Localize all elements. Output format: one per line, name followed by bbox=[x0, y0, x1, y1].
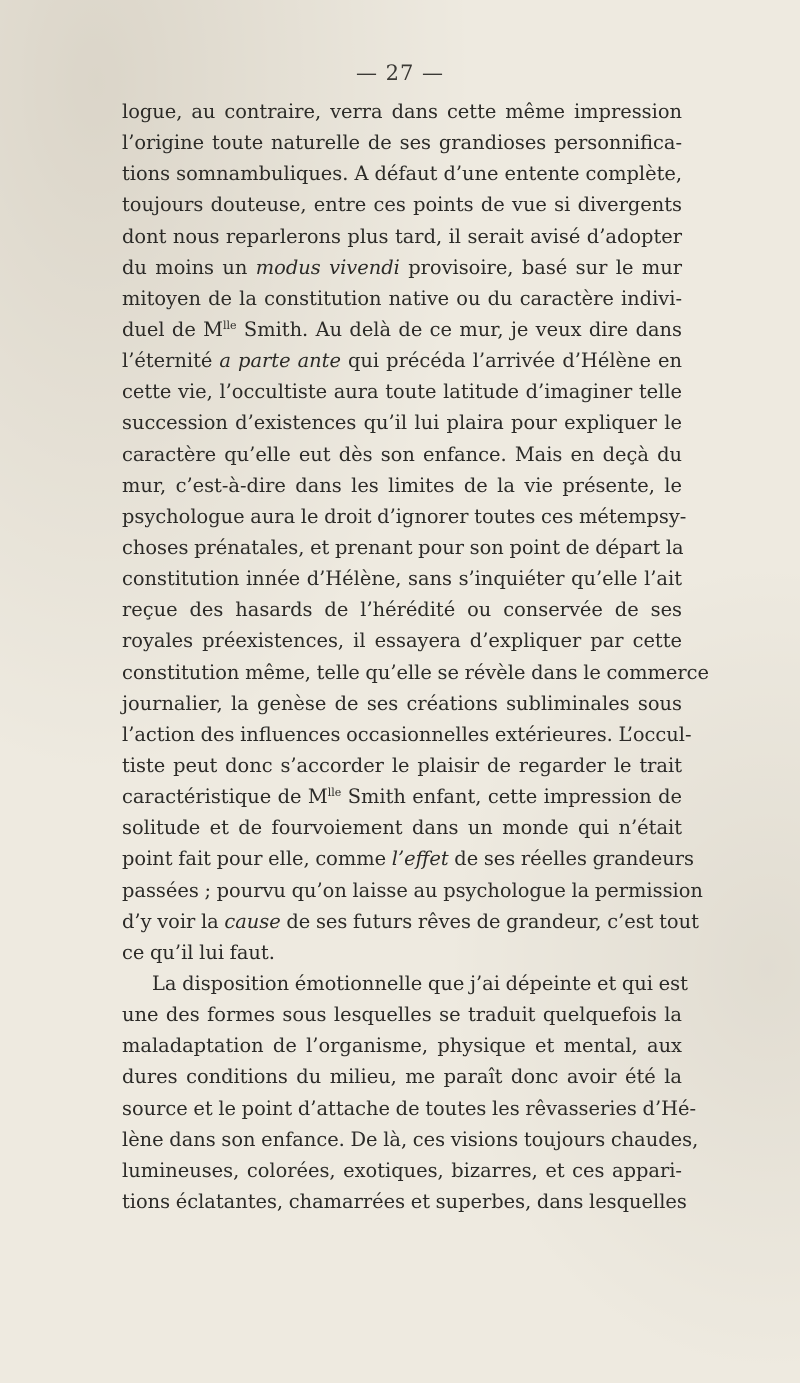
text-line bbox=[122, 937, 682, 968]
text-line bbox=[122, 376, 682, 407]
text-line bbox=[122, 1186, 687, 1217]
text-segment: lumineuses, colorées, exotiques, bizarres, et ces appari- bbox=[122, 1158, 682, 1182]
text-line bbox=[122, 563, 682, 594]
text-line bbox=[122, 657, 709, 688]
text-segment: choses prénatales, et prenant pour son point de départ la bbox=[122, 535, 684, 559]
text-segment: lène dans son enfance. De là, ces visions toujours chaudes, bbox=[122, 1127, 699, 1151]
text-segment: constitution même, telle qu’elle se révèle dans le commerce bbox=[122, 660, 709, 684]
text-line bbox=[122, 781, 682, 812]
text-segment: reçue des hasards de l’hérédité ou conservée de ses bbox=[122, 598, 682, 622]
text-segment: l’action des influences occasionnelles extérieures. L’occul- bbox=[122, 722, 692, 746]
text-line bbox=[122, 314, 682, 345]
text-segment: toujours douteuse, entre ces points de vue si divergents bbox=[122, 193, 682, 217]
text-segment: provisoire, basé sur le mur bbox=[399, 255, 683, 279]
text-segment: tiste peut donc s’accorder le plaisir de regarder le trait bbox=[122, 753, 682, 777]
text-segment: de ses réelles grandeurs bbox=[448, 847, 694, 871]
italic-text: cause bbox=[224, 909, 281, 933]
text-segment: passées ; pourvu qu’on laisse au psychologue la permission bbox=[122, 878, 703, 902]
text-line bbox=[122, 594, 682, 625]
text-line bbox=[122, 252, 682, 283]
text-segment: dont nous reparlerons plus tard, il serait avisé d’adopter bbox=[122, 224, 682, 248]
text-line bbox=[122, 968, 688, 999]
text-segment: l’éternité bbox=[122, 349, 220, 373]
text-segment: solitude et de fourvoiement dans un monde qui n’était bbox=[122, 816, 682, 840]
text-segment: tions éclatantes, chamarrées et superbes, dans lesquelles bbox=[122, 1189, 687, 1213]
text-segment: mur, c’est-à-dire dans les limites de la vie présente, le bbox=[122, 473, 682, 497]
text-segment: dures conditions du milieu, me paraît donc avoir été la bbox=[122, 1065, 682, 1089]
text-line bbox=[122, 625, 682, 656]
text-line bbox=[122, 470, 682, 501]
text-line bbox=[122, 221, 682, 252]
text-segment: Smith enfant, cette impression de bbox=[341, 785, 682, 809]
text-line bbox=[122, 1124, 699, 1155]
italic-text: l’ bbox=[391, 847, 405, 871]
text-line bbox=[122, 96, 682, 127]
text-segment: caractéristique de M bbox=[122, 785, 328, 809]
italic-text: a parte ante bbox=[219, 349, 341, 373]
superscript-text: lle bbox=[223, 318, 237, 332]
text-line bbox=[122, 501, 687, 532]
text-segment: une des formes sous lesquelles se traduit quelquefois la bbox=[122, 1003, 682, 1027]
text-segment: d’y voir la bbox=[122, 909, 225, 933]
text-line bbox=[122, 127, 682, 158]
text-segment: l’origine toute naturelle de ses grandioses personnifica- bbox=[122, 131, 682, 155]
text-segment: tions somnambuliques. A défaut d’une entente complète, bbox=[122, 162, 682, 186]
text-segment: constitution innée d’Hélène, sans s’inquiéter qu’elle l’ait bbox=[122, 567, 682, 591]
text-line bbox=[122, 999, 682, 1030]
text-line bbox=[122, 1061, 682, 1092]
text-segment: qui précéda l’arrivée d’Hélène en bbox=[340, 349, 682, 373]
text-line bbox=[122, 1093, 697, 1124]
page-number: — 27 — bbox=[355, 61, 445, 85]
text-segment: du moins un bbox=[122, 255, 256, 279]
text-segment: duel de M bbox=[122, 317, 224, 341]
text-segment: maladaptation de l’organisme, physique et mental, aux bbox=[122, 1034, 682, 1058]
text-line bbox=[122, 283, 682, 314]
text-segment: source et le point d’attache de toutes les rêvasseries d’Hé- bbox=[122, 1096, 697, 1120]
text-segment: cette vie, l’occultiste aura toute latitude d’imaginer telle bbox=[122, 380, 682, 404]
italic-text: effet bbox=[404, 847, 449, 871]
text-line bbox=[122, 688, 682, 719]
text-segment: Smith. Au delà de ce mur, je veux dire dans bbox=[236, 317, 682, 341]
text-line bbox=[122, 345, 682, 376]
text-line bbox=[122, 843, 694, 874]
text-segment: logue, au contraire, verra dans cette même impression bbox=[122, 100, 682, 123]
text-line bbox=[122, 750, 682, 781]
text-line bbox=[122, 158, 682, 189]
text-segment: royales préexistences, il essayera d’expliquer par cette bbox=[122, 629, 682, 653]
text-segment: journalier, la genèse de ses créations subliminales sous bbox=[122, 691, 682, 715]
text-segment: psychologue aura le droit d’ignorer toutes ces métempsy- bbox=[122, 504, 687, 528]
text-segment: point fait pour elle, comme bbox=[122, 847, 392, 871]
text-line bbox=[122, 407, 682, 438]
text-segment: de ses futurs rêves de grandeur, c’est tout bbox=[280, 909, 699, 933]
text-line bbox=[122, 1155, 682, 1186]
text-line bbox=[122, 906, 699, 937]
text-segment: La disposition émotionnelle que j’ai dépeinte et qui est bbox=[152, 971, 688, 995]
text-segment: caractère qu’elle eut dès son enfance. Mais en deçà du bbox=[122, 442, 682, 466]
text-line bbox=[122, 1030, 682, 1061]
text-line bbox=[122, 719, 692, 750]
superscript-text: lle bbox=[327, 786, 342, 800]
text-segment: ce qu’il lui faut. bbox=[122, 940, 275, 964]
italic-text: modus vivendi bbox=[255, 255, 400, 279]
text-line bbox=[122, 875, 703, 906]
body-text bbox=[122, 96, 709, 1217]
text-segment: succession d’existences qu’il lui plaira pour expliquer le bbox=[122, 411, 682, 435]
text-line bbox=[122, 812, 682, 843]
text-line bbox=[122, 532, 682, 563]
text-line bbox=[122, 439, 682, 470]
text-segment: mitoyen de la constitution native ou du caractère indivi- bbox=[122, 286, 682, 310]
text-line bbox=[122, 189, 682, 220]
